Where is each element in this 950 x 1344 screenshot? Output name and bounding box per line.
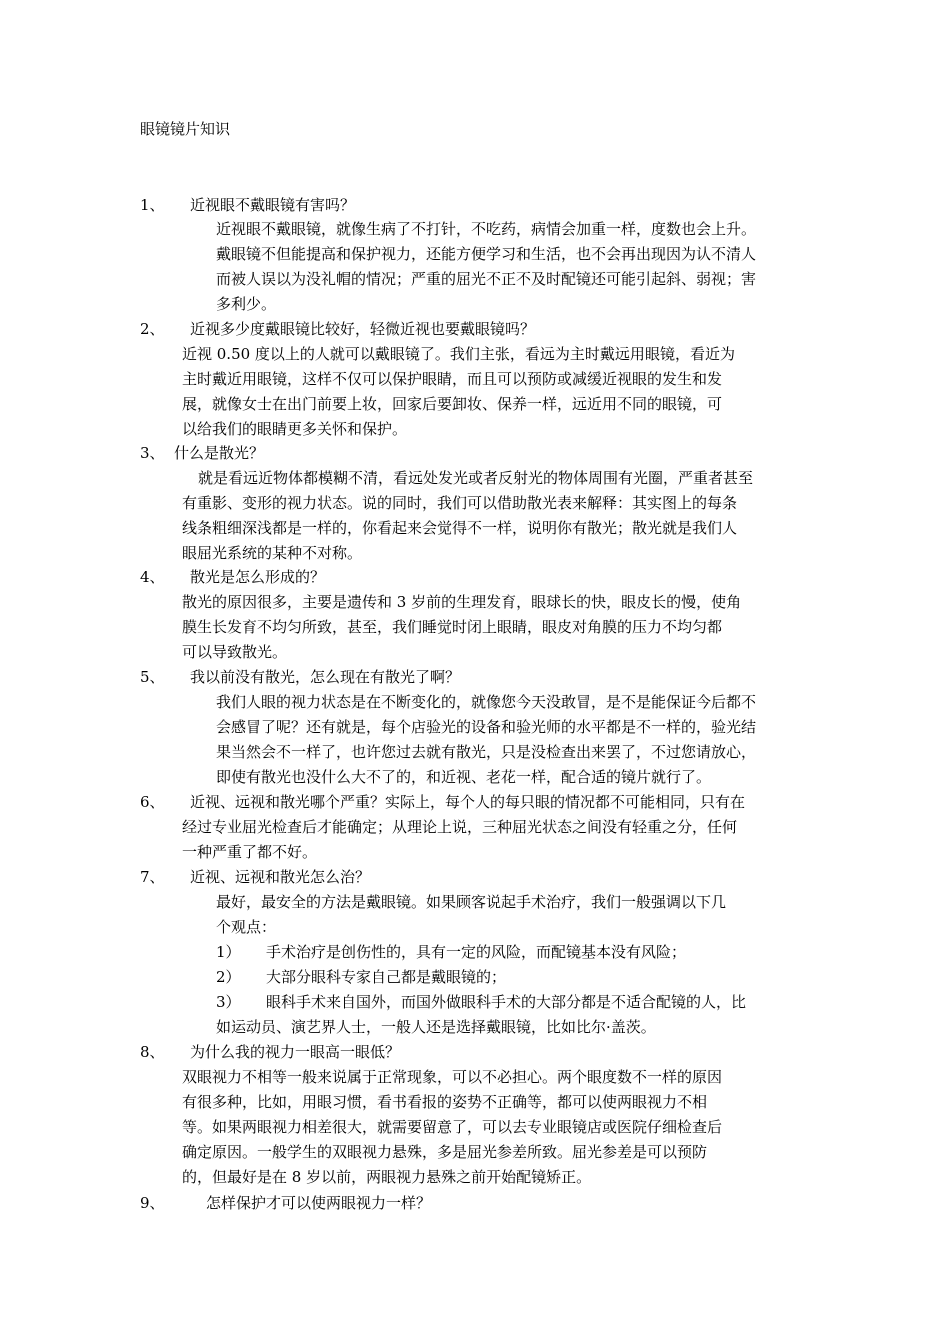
question-heading: 什么是散光？ [174, 444, 265, 462]
answer-line: 双眼视力不相等一般来说属于正常现象，可以不必担心。两个眼度数不一样的原因 [182, 1068, 723, 1086]
list-item-number: 3） [216, 993, 241, 1011]
answer-line: 线条粗细深浅都是一样的，你看起来会觉得不一样，说明你有散光；散光就是我们人 [182, 519, 738, 537]
question-number: 8、 [140, 1043, 165, 1061]
answer-line: 膜生长发育不均匀所致，甚至，我们睡觉时闭上眼睛，眼皮对角膜的压力不均匀都 [182, 618, 723, 636]
question-heading: 近视、远视和散光怎么治？ [190, 868, 371, 886]
list-item-number: 2） [216, 968, 241, 986]
answer-line: 最好，最安全的方法是戴眼镜。如果顾客说起手术治疗，我们一般强调以下几 [216, 893, 727, 911]
answer-line: 戴眼镜不但能提高和保护视力，还能方便学习和生活，也不会再出现因为认不清人 [216, 245, 757, 263]
answer-line: 果当然会不一样了，也许您过去就有散光，只是没检查出来罢了，不过您请放心， [216, 743, 757, 761]
question-heading: 散光是怎么形成的？ [190, 568, 326, 586]
answer-line: 展，就像女士在出门前要上妆，回家后要卸妆、保养一样，远近用不同的眼镜，可 [182, 395, 723, 413]
answer-line: 有重影、变形的视力状态。说的同时，我们可以借助散光表来解释：其实图上的每条 [182, 494, 738, 512]
answer-line: 个观点： [216, 918, 277, 936]
question-number: 2、 [140, 320, 165, 338]
question-heading: 我以前没有散光，怎么现在有散光了啊？ [190, 668, 461, 686]
page-title: 眼镜镜片知识 [140, 120, 231, 138]
question-number: 4、 [140, 568, 165, 586]
question-heading: 怎样保护才可以使两眼视力一样？ [206, 1194, 432, 1212]
answer-line: 可以导致散光。 [182, 643, 288, 661]
answer-line: 即使有散光也没什么大不了的，和近视、老花一样，配合适的镜片就行了。 [216, 768, 712, 786]
answer-line: 经过专业屈光检查后才能确定；从理论上说，三种屈光状态之间没有轻重之分，任何 [182, 818, 738, 836]
answer-line: 主时戴近用眼镜，这样不仅可以保护眼睛，而且可以预防或减缓近视眼的发生和发 [182, 370, 723, 388]
answer-line: 一种严重了都不好。 [182, 843, 318, 861]
answer-line: 的，但最好是在 8 岁以前，两眼视力悬殊之前开始配镜矫正。 [182, 1168, 592, 1186]
answer-line: 如运动员、演艺界人士，一般人还是选择戴眼镜，比如比尔·盖茨。 [216, 1018, 656, 1036]
question-number: 3、 [140, 444, 165, 462]
question-number: 1、 [140, 196, 165, 214]
list-item-text: 大部分眼科专家自己都是戴眼镜的； [266, 968, 507, 986]
answer-line: 就是看远近物体都模糊不清，看远处发光或者反射光的物体周围有光圈，严重者甚至 [198, 469, 754, 487]
question-heading: 近视、远视和散光哪个严重？实际上，每个人的每只眼的情况都不可能相同，只有在 [190, 793, 746, 811]
answer-line: 散光的原因很多，主要是遗传和 3 岁前的生理发育，眼球长的快，眼皮长的慢，使角 [182, 593, 742, 611]
question-number: 9、 [140, 1194, 165, 1212]
answer-line: 而被人误以为没礼帽的情况；严重的屈光不正不及时配镜还可能引起斜、弱视；害 [216, 270, 757, 288]
list-item-text: 眼科手术来自国外，而国外做眼科手术的大部分都是不适合配镜的人，比 [266, 993, 747, 1011]
answer-line: 近视眼不戴眼镜，就像生病了不打针，不吃药，病情会加重一样，度数也会上升。 [216, 220, 757, 238]
answer-line: 会感冒了呢？还有就是，每个店验光的设备和验光师的水平都是不一样的，验光结 [216, 718, 757, 736]
answer-line: 以给我们的眼睛更多关怀和保护。 [182, 420, 408, 438]
question-heading: 近视眼不戴眼镜有害吗？ [190, 196, 356, 214]
question-heading: 为什么我的视力一眼高一眼低？ [190, 1043, 401, 1061]
answer-line: 有很多种，比如，用眼习惯，看书看报的姿势不正确等，都可以使两眼视力不相 [182, 1093, 708, 1111]
answer-line: 多利少。 [216, 295, 277, 313]
answer-line: 近视 0.50 度以上的人就可以戴眼镜了。我们主张，看远为主时戴远用眼镜，看近为 [182, 345, 735, 363]
answer-line: 我们人眼的视力状态是在不断变化的，就像您今天没敢冒，是不是能保证今后都不 [216, 693, 757, 711]
question-number: 5、 [140, 668, 165, 686]
question-number: 6、 [140, 793, 165, 811]
answer-line: 等。如果两眼视力相差很大，就需要留意了，可以去专业眼镜店或医院仔细检查后 [182, 1118, 723, 1136]
list-item-text: 手术治疗是创伤性的，具有一定的风险，而配镜基本没有风险； [266, 943, 687, 961]
question-heading: 近视多少度戴眼镜比较好，轻微近视也要戴眼镜吗？ [190, 320, 536, 338]
answer-line: 确定原因。一般学生的双眼视力悬殊，多是屈光参差所致。屈光参差是可以预防 [182, 1143, 708, 1161]
list-item-number: 1） [216, 943, 241, 961]
answer-line: 眼屈光系统的某种不对称。 [182, 544, 363, 562]
question-number: 7、 [140, 868, 165, 886]
